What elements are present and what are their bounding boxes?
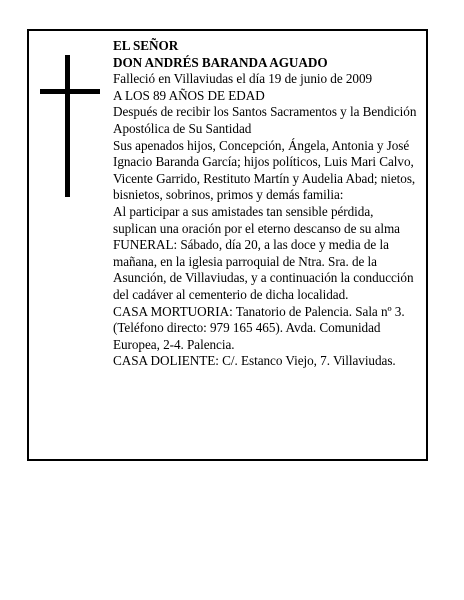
mourning-home-paragraph: CASA DOLIENTE: C/. Estanco Viejo, 7. Villaviudas. xyxy=(113,353,396,369)
mortuary-paragraph: CASA MORTUORIA: Tanatorio de Palencia. Sala nº 3. (Teléfono directo: 979 165 465). Avda. Comunidad Europea, 2-4. Palencia. xyxy=(113,303,405,352)
age-line: A LOS 89 AÑOS DE EDAD xyxy=(113,87,265,103)
sacraments-paragraph: Después de recibir los Santos Sacramentos y la Bendición Apostólica de Su Santidad xyxy=(113,104,417,136)
deceased-name: DON ANDRÉS BARANDA AGUADO xyxy=(113,54,328,70)
cross-horizontal-bar xyxy=(40,89,100,94)
cross-vertical-bar xyxy=(65,55,70,197)
prayer-request-paragraph: Al participar a sus amistades tan sensible pérdida, suplican una oración por el eterno descanso de su alma xyxy=(113,203,400,236)
funeral-paragraph: FUNERAL: Sábado, día 20, a las doce y media de la mañana, en la iglesia parroquial de Ntra. Sra. de la Asunción, de Villaviudas, y a continuación la conducción del cadáver al cementerio de dicha localidad. xyxy=(113,237,414,302)
obituary-text xyxy=(113,38,419,370)
cross-icon xyxy=(40,55,100,197)
death-date-line: Falleció en Villaviudas el día 19 de junio de 2009 xyxy=(113,71,373,87)
family-paragraph: Sus apenados hijos, Concepción, Ángela, Antonia y José Ignacio Baranda García; hijos políticos, Luis Mari Calvo, Vicente Garrido, Restituto Martín y Audelia Abad; nietos, bisnietos, sobrinos, primos y demás familia: xyxy=(113,137,416,203)
honorific-line: EL SEÑOR xyxy=(113,38,179,53)
